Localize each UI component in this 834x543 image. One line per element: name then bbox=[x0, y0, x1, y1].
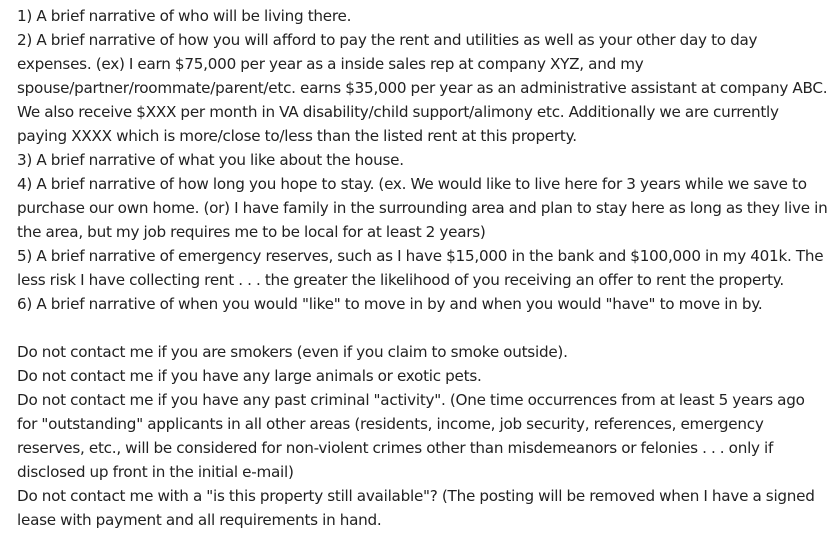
paragraph-gap bbox=[17, 316, 828, 340]
requirement-6: 6) A brief narrative of when you would "like" to move in by and when you would "have" to move in by. bbox=[17, 295, 763, 313]
restriction-criminal: Do not contact me if you have any past criminal "activity". (One time occurrences from at least 5 years ago for "outstanding" applicants in all other areas (residents, income, job security, references, emergency reserves, etc., will be considered for non-violent crimes other than misdemeanors or felonies . . . only if disclosed up front in the initial e-mail) bbox=[17, 391, 805, 481]
restriction-availability: Do not contact me with a "is this property still available"? (The posting will be removed when I have a signed lease with payment and all requirements in hand. bbox=[17, 487, 815, 529]
restriction-pets: Do not contact me if you have any large animals or exotic pets. bbox=[17, 367, 482, 385]
requirement-4: 4) A brief narrative of how long you hope to stay. (ex. We would like to live here for 3 years while we save to purchase our own home. (or) I have family in the surrounding area and plan to stay here as long as they live in the area, but my job requires me to be local for at least 2 years) bbox=[17, 175, 828, 241]
requirement-1: 1) A brief narrative of who will be living there. bbox=[17, 7, 352, 25]
requirement-2: 2) A brief narrative of how you will afford to pay the rent and utilities as well as your other day to day expenses. (ex) I earn $75,000 per year as a inside sales rep at company XYZ, and my spouse/partner/roommate/parent/etc. earns $35,000 per year as an administrative assistant at company ABC. We also receive $XXX per month in VA disability/child support/alimony etc. Additionally we are currently paying XXXX which is more/close to/less than the listed rent at this property. bbox=[17, 31, 828, 145]
requirement-5: 5) A brief narrative of emergency reserves, such as I have $15,000 in the bank and $100,000 in my 401k. The less risk I have collecting rent . . . the greater the likelihood of you receiving an offer to rent the property. bbox=[17, 247, 824, 289]
requirement-3: 3) A brief narrative of what you like about the house. bbox=[17, 151, 404, 169]
restriction-smokers: Do not contact me if you are smokers (even if you claim to smoke outside). bbox=[17, 343, 568, 361]
